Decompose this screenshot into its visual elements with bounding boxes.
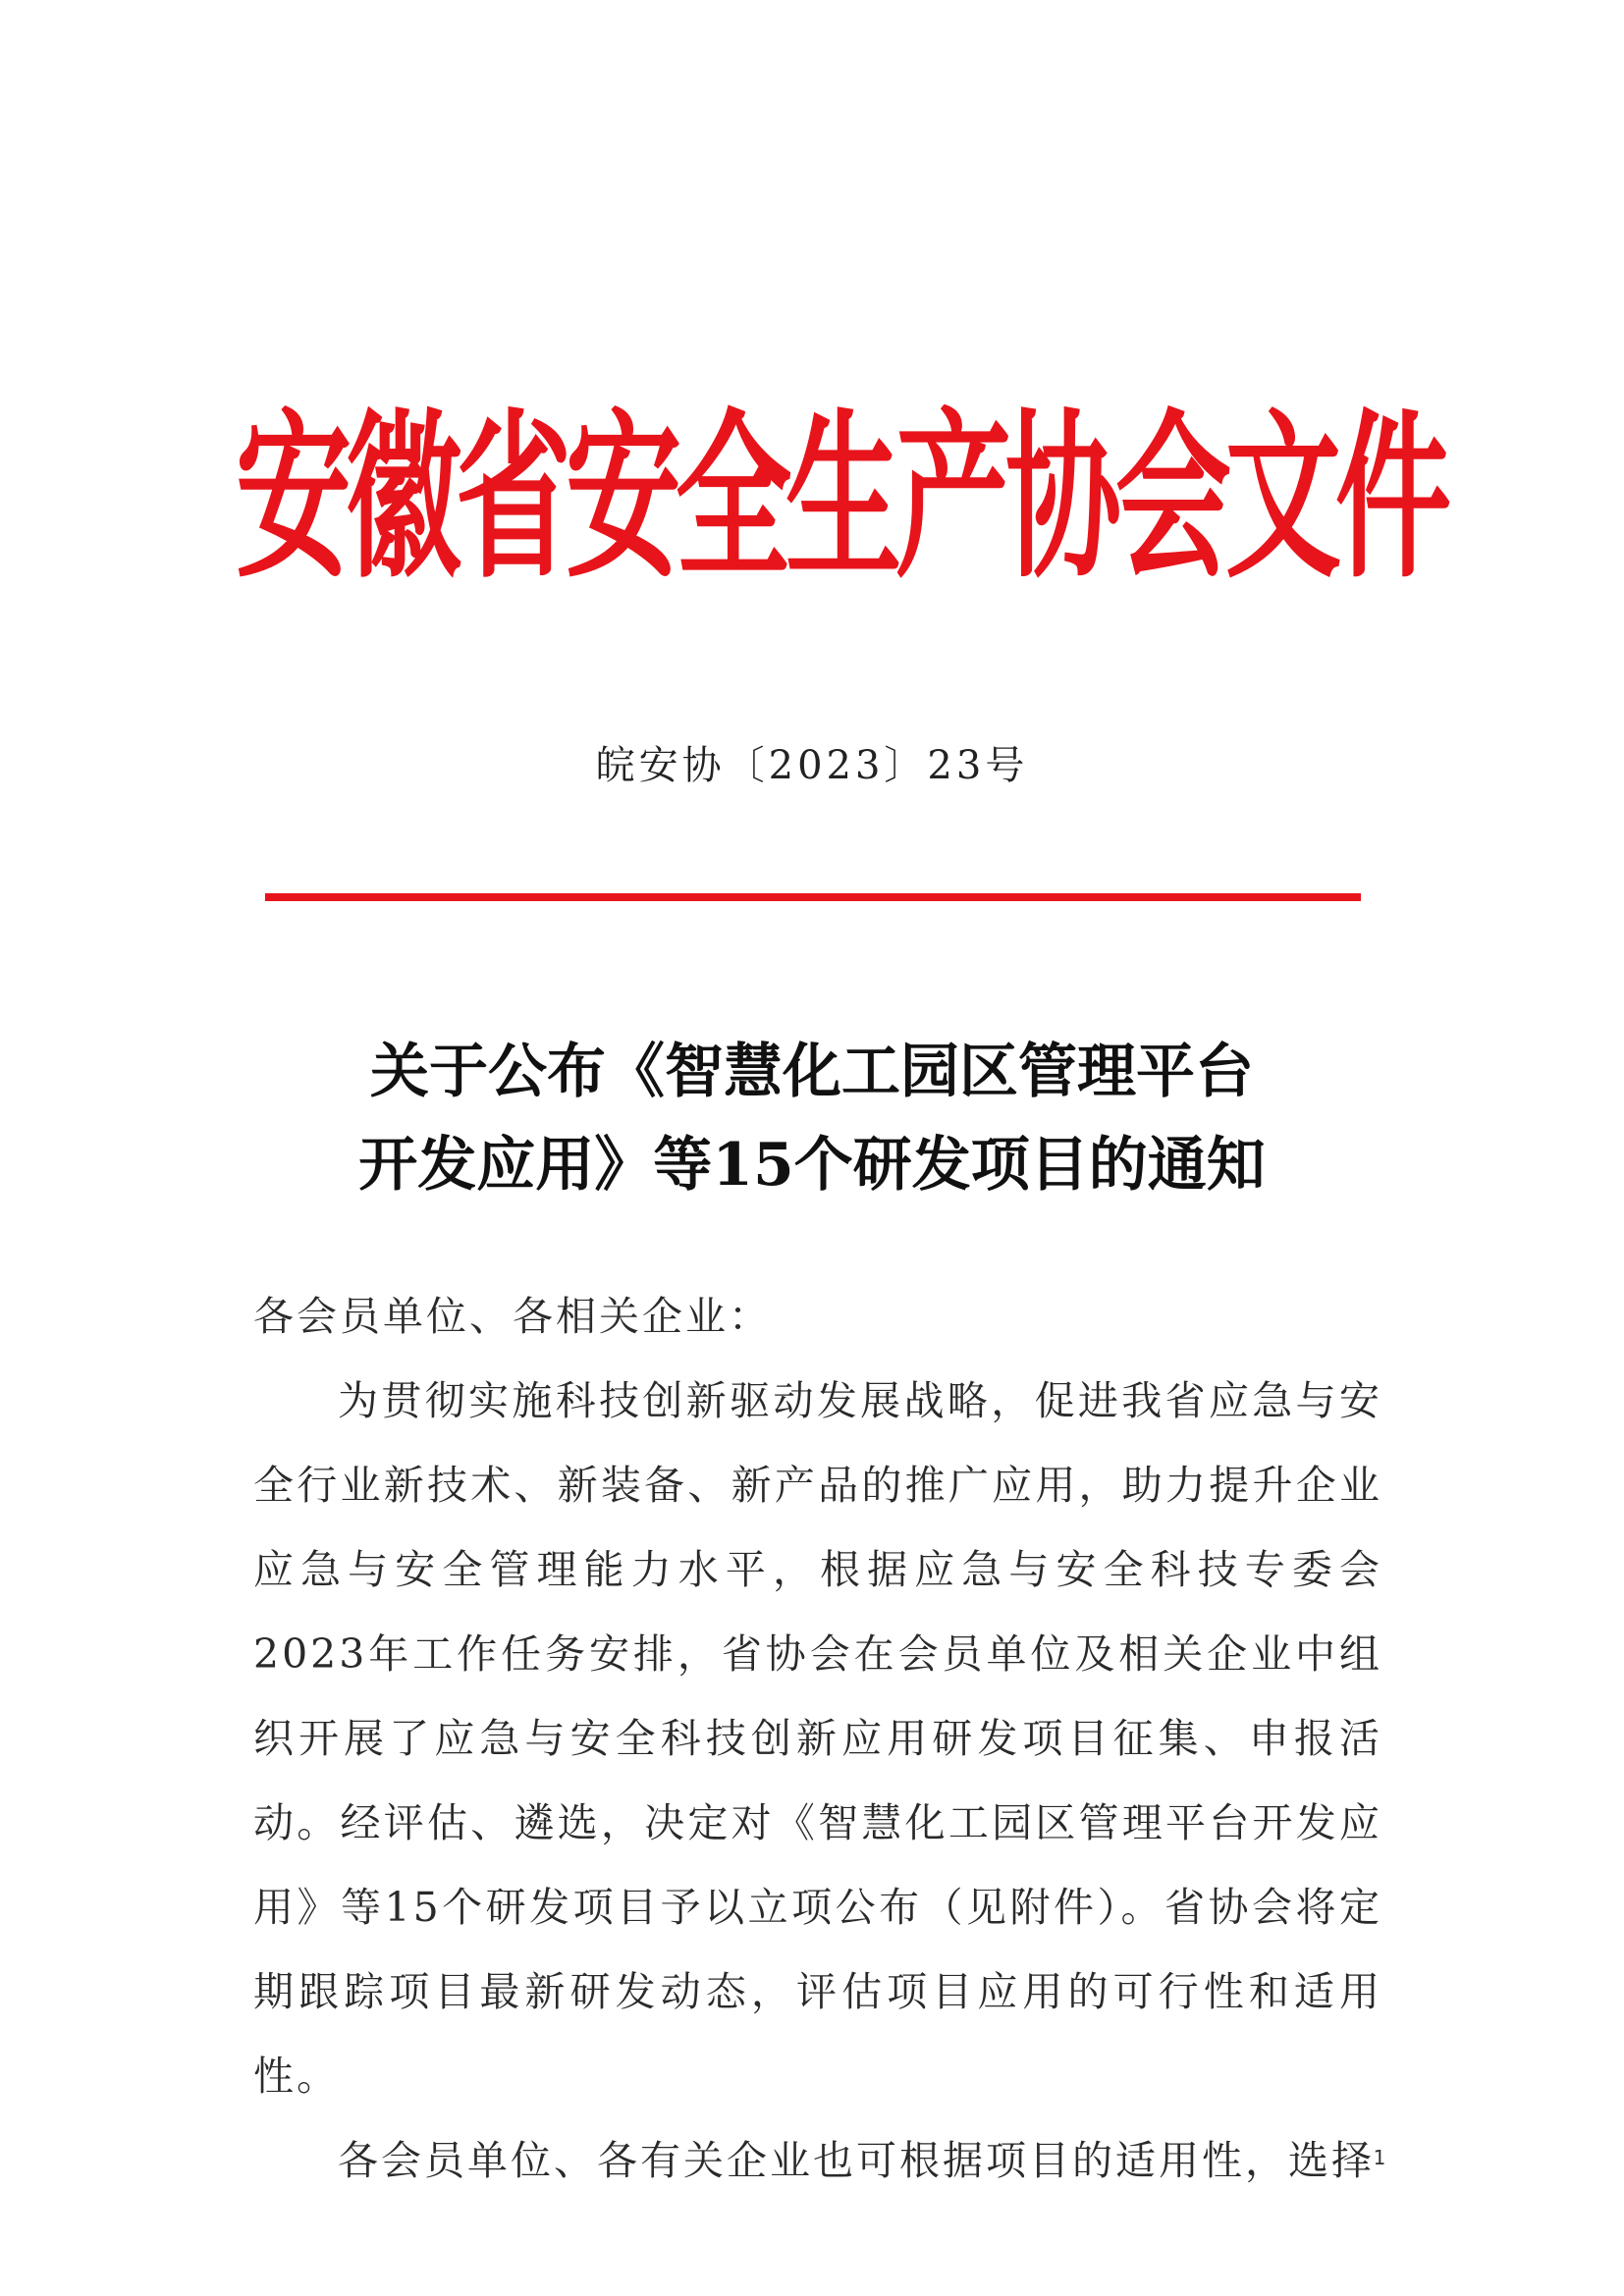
page-number: 1 — [1373, 2146, 1386, 2169]
salutation: 各会员单位、各相关企业： — [253, 1293, 772, 1340]
notice-title — [0, 1026, 1624, 1212]
document-number: 皖安协〔2023〕23号 — [595, 743, 1029, 788]
issuer-title: 安徽省安全生产协会文件 — [236, 392, 1446, 603]
body-paragraph: 为贯彻实施科技创新驱动发展战略，促进我省应急与安全行业新技术、新装备、新产品的推广应用，助力提升企业应急与安全管理能力水平，根据应急与安全科技专委会2023年工作任务安排，省协会在会员单位及相关企业中组织开展了应急与安全科技创新应用研发项目征集、申报活动。经评估、遴选，决定对《智慧化工园区管理平台开发应用》等15个研发项目予以立项公布（见附件）。省协会将定期跟踪项目最新研发动态，评估项目应用的可行性和适用性。 — [253, 1377, 1382, 2100]
body-paragraph: 各会员单位、各有关企业也可根据项目的适用性，选择 — [338, 2137, 1375, 2184]
document-body — [253, 1274, 1382, 2203]
notice-title-line-2: 开发应用》等15个研发项目的通知 — [358, 1131, 1266, 1200]
red-divider-line — [265, 893, 1361, 901]
notice-title-line-1: 关于公布《智慧化工园区管理平台 — [370, 1038, 1254, 1106]
